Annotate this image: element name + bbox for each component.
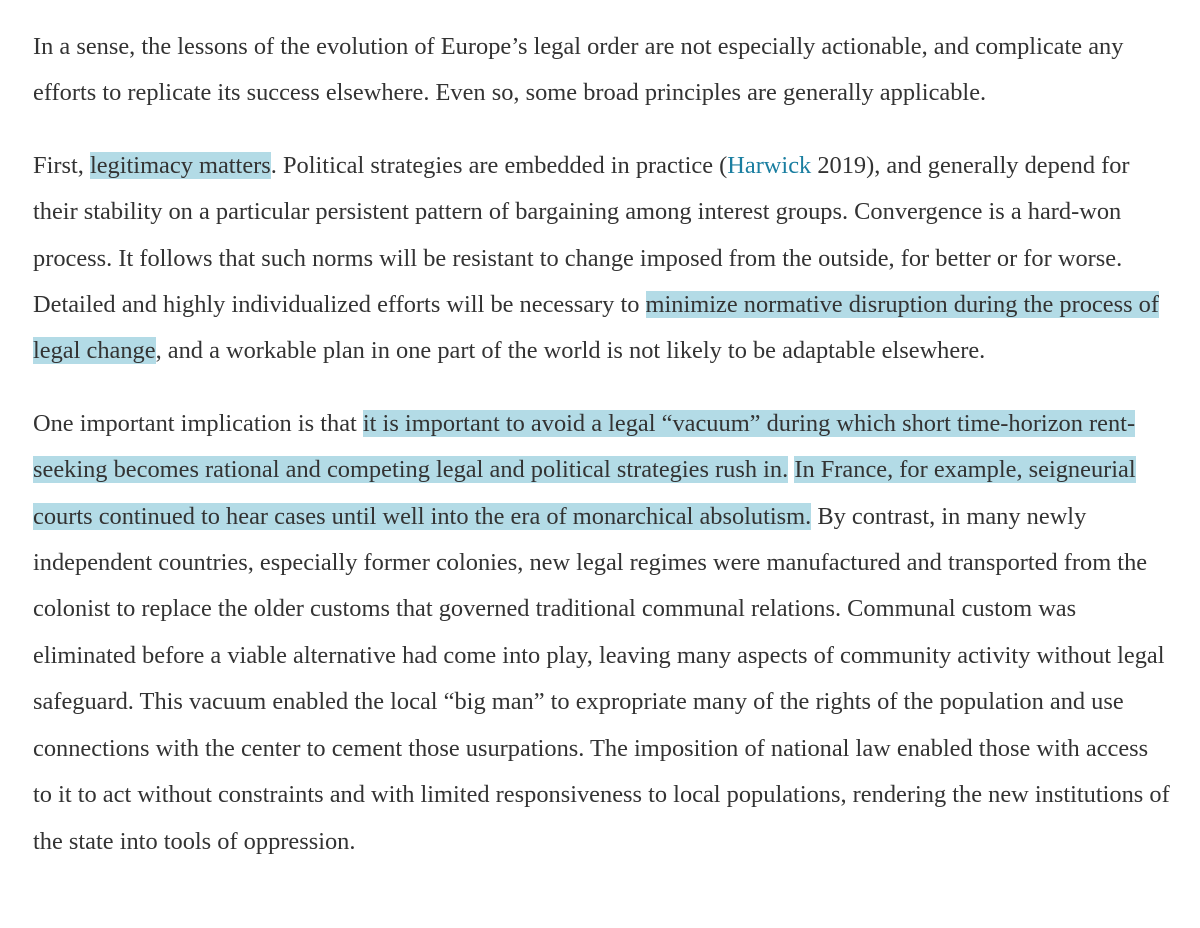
text-segment: First,	[33, 151, 90, 179]
intro-text: In a sense, the lessons of the evolution of Europe’s legal order are not especially actionable, and complicate any efforts to replicate its success elsewhere. Even so, some broad principles are generally applicable.	[33, 33, 1124, 107]
paragraph-legitimacy	[33, 143, 1173, 375]
text-segment: . Political strategies are embedded in practice (	[270, 151, 728, 179]
text-segment: 2019), and generally depend for their stability on a particular persistent pattern of bargaining among interest groups. Convergence is a hard-won process. It follows that such norms will be resistant to change imposed from the outside, for better or for worse. Detailed and highly individualized efforts will be necessary to	[33, 151, 1130, 319]
highlight-legitimacy-matters[interactable]: legitimacy matters	[89, 151, 271, 179]
highlight-minimize-disruption[interactable]: minimize normative disruption during the process of legal change	[33, 291, 1159, 365]
article-body	[33, 24, 1173, 891]
highlight-france-example[interactable]: In France, for example, seigneurial courts continued to hear cases until well into the era of monarchical absolutism.	[33, 456, 1136, 530]
text-segment: , and a workable plan in one part of the world is not likely to be adaptable elsewhere.	[155, 337, 986, 365]
paragraph-implication	[33, 401, 1173, 865]
text-segment: By contrast, in many newly independent countries, especially former colonies, new legal regimes were manufactured and transported from the colonist to replace the older customs that governed traditional communal relations. Communal custom was eliminated before a viable alternative had come into play, leaving many aspects of community activity without legal safeguard. This vacuum enabled the local “big man” to expropriate many of the rights of the population and use connections with the center to cement those usurpations. The imposition of national law enabled those with access to it to act without constraints and with limited responsiveness to local populations, rendering the new institutions of the state into tools of oppression.	[33, 502, 1170, 855]
paragraph-intro	[33, 24, 1173, 117]
highlight-legal-vacuum[interactable]: it is important to avoid a legal “vacuum” during which short time-horizon rent-seeking becomes rational and competing legal and political strategies rush in.	[33, 409, 1136, 484]
citation-link-harwick[interactable]: Harwick	[727, 151, 812, 179]
text-segment: One important implication is that	[33, 409, 363, 437]
